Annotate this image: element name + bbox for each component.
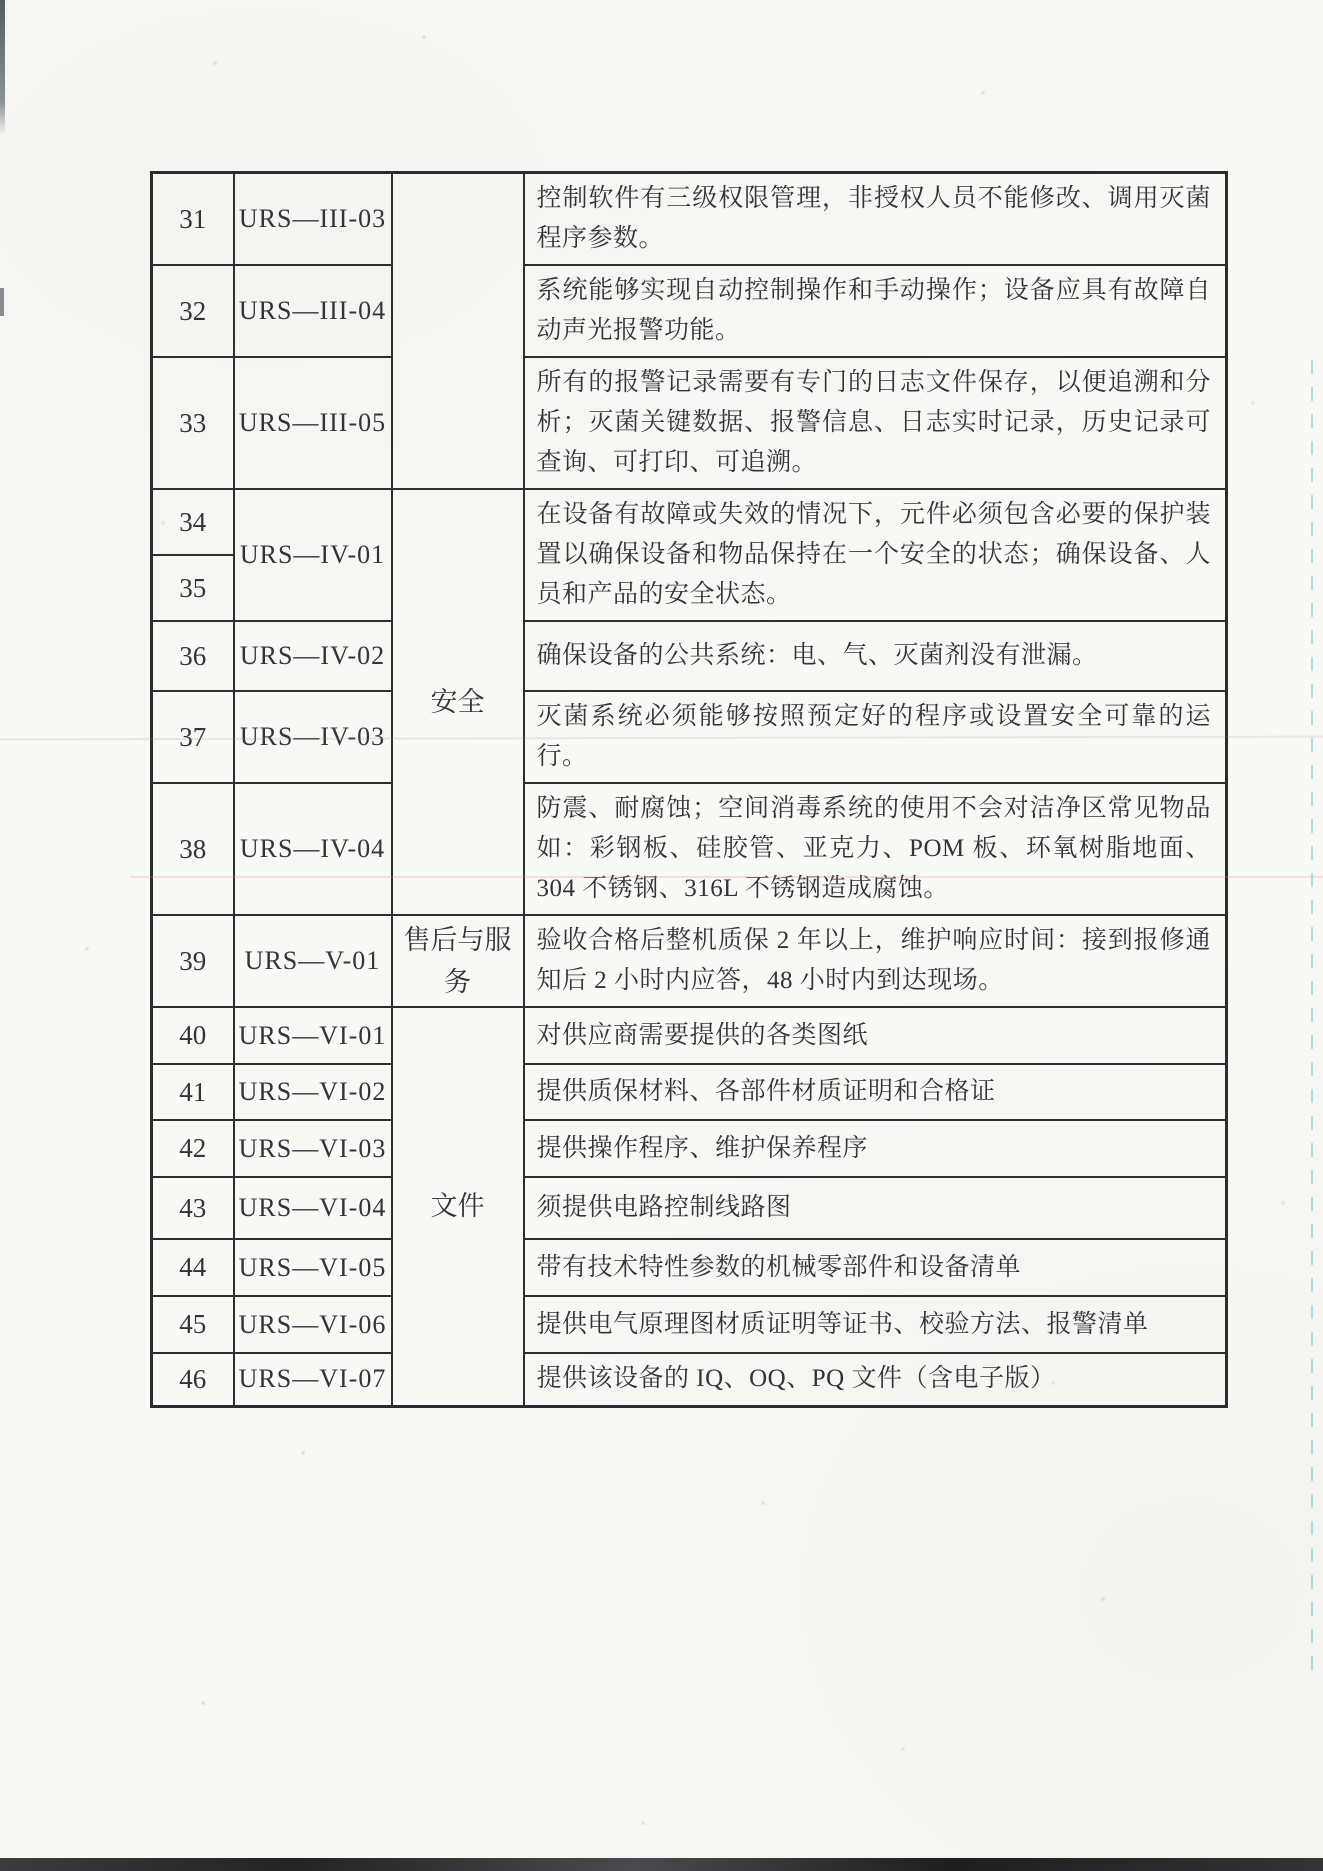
description-cell: 灭菌系统必须能够按照预定好的程序或设置安全可靠的运行。: [524, 691, 1227, 783]
category-cell: [392, 173, 524, 490]
description-cell: 所有的报警记录需要有专门的日志文件保存，以便追溯和分析；灭菌关键数据、报警信息、日志实时记录，历史记录可查询、可打印、可追溯。: [524, 357, 1227, 489]
table-row: [152, 1239, 1227, 1296]
row-number-cell: 46: [152, 1353, 234, 1406]
urs-code-cell: URS—IV-04: [234, 783, 392, 915]
urs-code-cell: URS—III-05: [234, 357, 392, 489]
row-number-cell: 32: [152, 265, 234, 357]
description-cell: 对供应商需要提供的各类图纸: [524, 1007, 1227, 1064]
row-number-cell: 34: [152, 489, 234, 555]
category-cell: 安全: [392, 489, 524, 915]
table-row: [152, 1353, 1227, 1406]
table-row: [152, 265, 1227, 357]
row-number-cell: 42: [152, 1120, 234, 1177]
urs-code-cell: URS—III-03: [234, 173, 392, 266]
description-cell: 提供操作程序、维护保养程序: [524, 1120, 1227, 1177]
row-number-cell: 38: [152, 783, 234, 915]
table-row: [152, 357, 1227, 489]
description-cell: 控制软件有三级权限管理，非授权人员不能修改、调用灭菌程序参数。: [524, 173, 1227, 266]
table-row: [152, 621, 1227, 691]
description-cell: 提供质保材料、各部件材质证明和合格证: [524, 1064, 1227, 1120]
row-number-cell: 44: [152, 1239, 234, 1296]
urs-code-cell: URS—IV-01: [234, 489, 392, 621]
description-cell: 须提供电路控制线路图: [524, 1177, 1227, 1239]
description-cell: 验收合格后整机质保 2 年以上，维护响应时间：接到报修通知后 2 小时内应答，48 小时内到达现场。: [524, 915, 1227, 1007]
row-number-cell: 31: [152, 173, 234, 266]
description-cell: 带有技术特性参数的机械零部件和设备清单: [524, 1239, 1227, 1296]
table-row: [152, 489, 1227, 555]
table-row: [152, 1120, 1227, 1177]
urs-code-cell: URS—VI-03: [234, 1120, 392, 1177]
paper-speckles-artifact: [0, 0, 2, 2]
urs-code-cell: URS—VI-01: [234, 1007, 392, 1064]
urs-code-cell: URS—III-04: [234, 265, 392, 357]
row-number-cell: 35: [152, 555, 234, 621]
urs-code-cell: URS—VI-04: [234, 1177, 392, 1239]
table-row: [152, 1064, 1227, 1120]
description-cell: 在设备有故障或失效的情况下，元件必须包含必要的保护装置以确保设备和物品保持在一个安全的状态；确保设备、人员和产品的安全状态。: [524, 489, 1227, 621]
description-cell: 防震、耐腐蚀；空间消毒系统的使用不会对洁净区常见物品如：彩钢板、硅胶管、亚克力、POM 板、环氧树脂地面、304 不锈钢、316L 不锈钢造成腐蚀。: [524, 783, 1227, 915]
table-row: [152, 915, 1227, 1007]
description-cell: 提供该设备的 IQ、OQ、PQ 文件（含电子版）: [524, 1353, 1227, 1406]
scan-left-blip-artifact: [0, 288, 4, 316]
urs-code-cell: URS—VI-07: [234, 1353, 392, 1406]
scan-cyan-edge-artifact: [1311, 360, 1313, 1670]
scan-left-edge-artifact: [0, 0, 5, 135]
table-row: [152, 1296, 1227, 1353]
table-row: [152, 173, 1227, 266]
row-number-cell: 43: [152, 1177, 234, 1239]
category-cell: 售后与服务: [392, 915, 524, 1007]
urs-code-cell: URS—V-01: [234, 915, 392, 1007]
description-cell: 确保设备的公共系统：电、气、灭菌剂没有泄漏。: [524, 621, 1227, 691]
row-number-cell: 41: [152, 1064, 234, 1120]
description-cell: 系统能够实现自动控制操作和手动操作；设备应具有故障自动声光报警功能。: [524, 265, 1227, 357]
scan-bottom-edge-artifact: [0, 1858, 1323, 1871]
table-row: [152, 1007, 1227, 1064]
description-cell: 提供电气原理图材质证明等证书、校验方法、报警清单: [524, 1296, 1227, 1353]
row-number-cell: 37: [152, 691, 234, 783]
row-number-cell: 39: [152, 915, 234, 1007]
row-number-cell: 45: [152, 1296, 234, 1353]
urs-code-cell: URS—IV-03: [234, 691, 392, 783]
urs-table-body: [152, 173, 1227, 1407]
scan-pink-line-artifact: [130, 876, 1323, 878]
row-number-cell: 36: [152, 621, 234, 691]
urs-code-cell: URS—VI-02: [234, 1064, 392, 1120]
urs-requirements-table: [150, 171, 1228, 1408]
table-row: [152, 1177, 1227, 1239]
table-row: [152, 783, 1227, 915]
row-number-cell: 40: [152, 1007, 234, 1064]
row-number-cell: 33: [152, 357, 234, 489]
urs-code-cell: URS—IV-02: [234, 621, 392, 691]
urs-code-cell: URS—VI-05: [234, 1239, 392, 1296]
category-cell: 文件: [392, 1007, 524, 1406]
urs-code-cell: URS—VI-06: [234, 1296, 392, 1353]
